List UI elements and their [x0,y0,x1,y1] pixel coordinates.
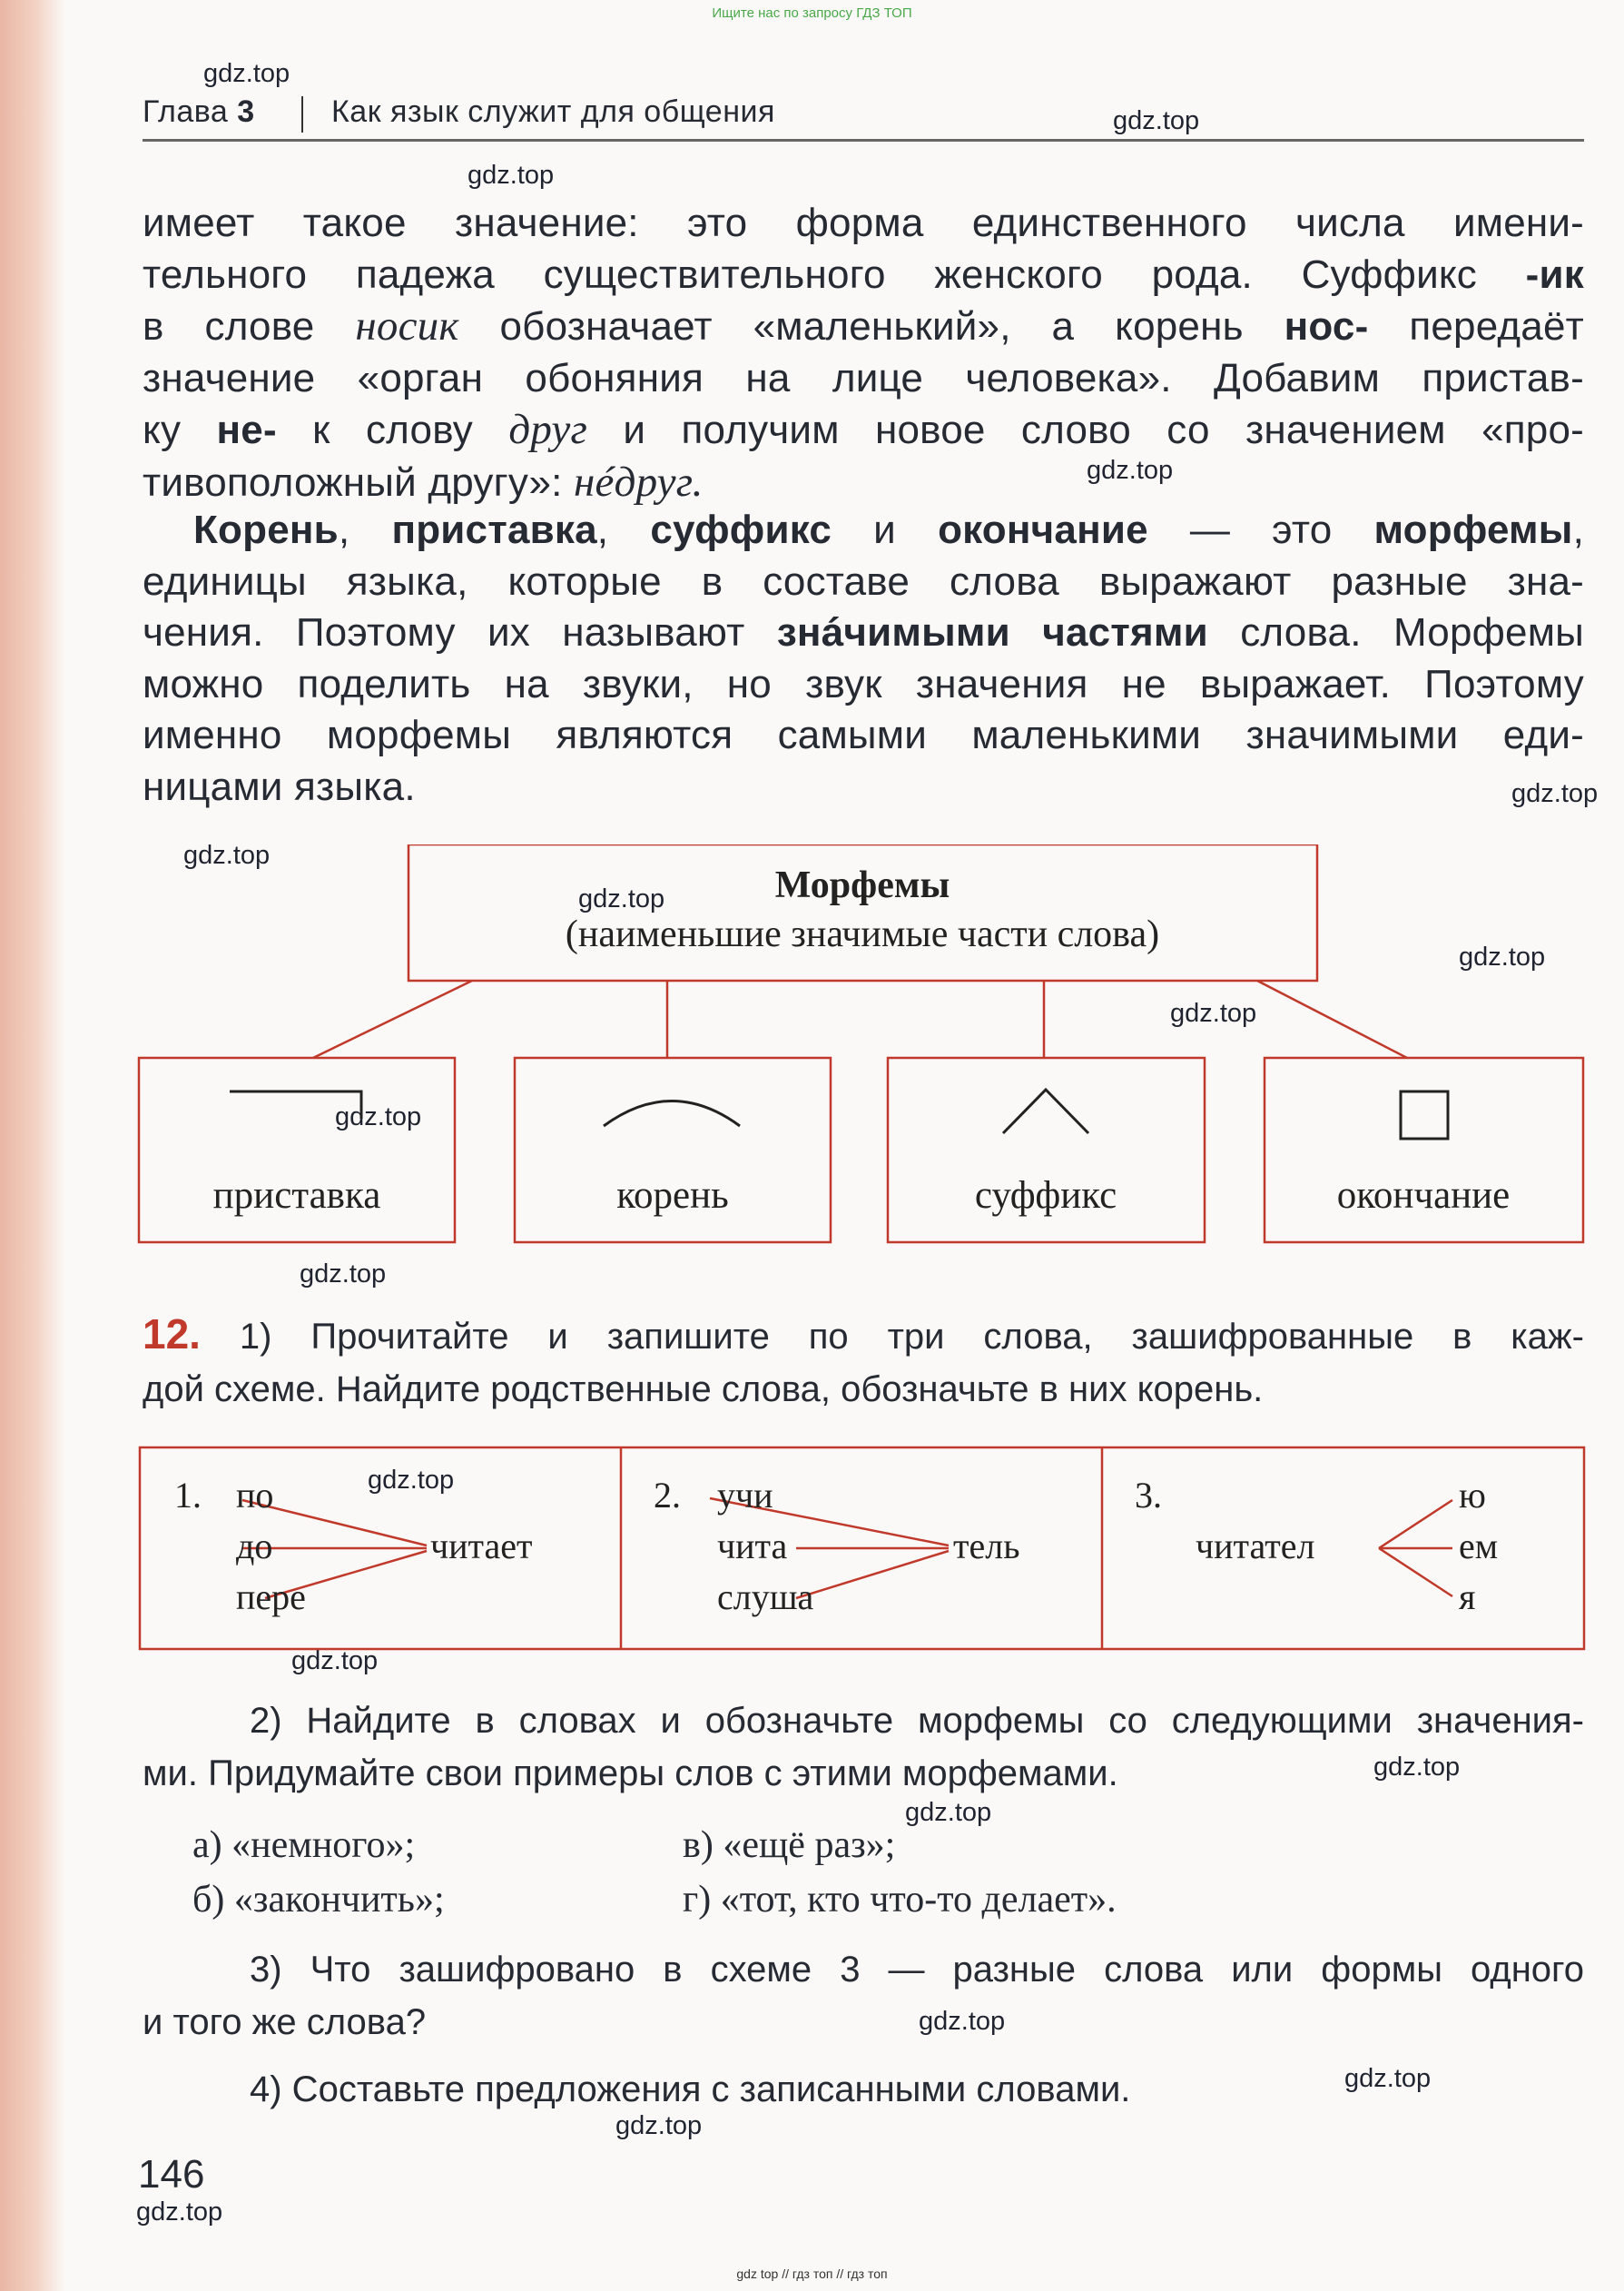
term: суффикс [650,508,832,552]
text-line: значение «орган обоняния на лице человека». Добавим пристав- [143,355,1584,400]
italic-word: нéдруг. [574,458,704,506]
text-line [143,607,1584,659]
text-line: 2) Найдите в словах и обозначьте морфемы со следующими значения- [250,1701,1584,1741]
task-12-part-1 [143,1308,1584,1416]
text-run: ку [143,408,217,452]
text-run: передаёт [1368,304,1584,349]
text-line [143,1308,1584,1363]
chapter-header [143,91,1584,138]
text-line: и того же слова? [143,2002,427,2042]
watermark: gdz.top [203,59,290,88]
text-run: и [832,508,939,552]
chapter-label [143,94,255,130]
watermark: gdz.top [578,884,665,913]
chapter-word: Глава [143,94,229,129]
root-symbol-icon [604,1101,740,1127]
diagram-title: Морфемы [774,864,950,906]
diagram-label-suffix: суффикс [974,1174,1117,1217]
italic-word: носик [355,302,459,350]
bold-run: нос- [1284,304,1369,349]
suffix-symbol-icon [1003,1090,1088,1133]
ending-symbol-icon [1401,1091,1448,1139]
watermark: gdz.top [335,1102,422,1131]
text-line [143,457,1584,509]
scheme-prefix: пере [236,1576,306,1617]
meaning-a: а) «немного»; [192,1824,416,1866]
text-line: имеет такое значение: это форма единственного числа имени- [143,201,1584,245]
bold-run: -ик [1525,252,1584,297]
connector-line [313,981,472,1058]
scheme-stem: слуша [717,1576,814,1617]
watermark: gdz.top [1113,106,1200,135]
watermark: gdz.top [468,161,555,190]
header-separator [301,96,303,133]
chapter-number: 3 [237,94,255,129]
text-line: ницами языка. [143,764,416,809]
scheme-arrow [796,1551,949,1598]
watermark: gdz.top [136,2197,223,2227]
scheme-number: 1. [174,1475,202,1516]
text-run: , [1572,508,1585,552]
meaning-b: б) «закончить»; [192,1879,445,1921]
text-run: слова. Морфемы [1207,610,1584,655]
watermark: gdz.top [615,2111,703,2140]
text-run: чения. Поэтому их называют [143,610,777,655]
text-run: 1) Прочитайте и запишите по три слова, зашифрованные в каж- [200,1317,1584,1357]
term: морфемы [1373,508,1573,552]
bold-run: не- [216,408,277,452]
scheme-ending: я [1459,1576,1476,1617]
watermark: gdz.top [1459,943,1546,972]
watermark: gdz.top [368,1466,455,1495]
task-number: 12. [143,1310,201,1358]
watermark: gdz.top [1511,779,1599,808]
scheme-stem: учи [717,1475,773,1516]
top-search-note: Ищите нас по запросу ГДЗ ТОП [712,5,912,21]
scheme-stem: чита [717,1526,788,1566]
text-line [143,250,1584,301]
scheme-arrow [1379,1548,1452,1596]
morpheme-diagram [136,844,1589,1244]
scheme-base: читает [430,1526,533,1566]
bottom-note: gdz top // гдз топ // гдз топ [736,2266,888,2281]
scheme-ending: ю [1459,1475,1486,1516]
watermark: gdz.top [291,1646,379,1675]
page-edge-shadow [0,0,65,2291]
prefix-symbol-icon [230,1091,361,1119]
text-line: 4) Составьте предложения с записанными словами. [250,2069,1131,2109]
text-run: , [338,508,392,552]
header-rule [143,139,1584,142]
term: Корень [193,508,339,552]
scheme-number: 3. [1135,1475,1162,1516]
text-line: именно морфемы являются самыми маленькими значимыми еди- [143,713,1584,757]
text-run: , [596,508,651,552]
text-run: — это [1147,508,1374,552]
diagram-subtitle: (наименьшие значимые части слова) [565,913,1160,955]
term: приставка [391,508,597,552]
text-run: к слову [276,408,509,452]
connector-line [1257,981,1407,1058]
italic-word: друг [508,406,588,453]
scheme-suffix: тель [953,1526,1020,1566]
scheme-prefix: по [236,1475,274,1516]
diagram-label-root: корень [616,1174,729,1217]
text-run: тивоположный другу»: [143,459,575,505]
chapter-title: Как язык служит для общения [331,94,775,129]
diagram-label-ending: окончание [1336,1174,1511,1217]
text-run: обозначает «маленький», а корень [458,304,1284,349]
watermark: gdz.top [1170,999,1257,1028]
task-12-part-4 [250,2063,1521,2116]
text-line: 3) Что зашифровано в схеме 3 — разные слова или формы одного [250,1950,1584,1990]
meaning-v: в) «ещё раз»; [683,1824,896,1866]
text-run: и получим новое слово со значением «про- [587,408,1584,452]
watermark: gdz.top [919,2007,1006,2036]
page-number: 146 [138,2152,205,2197]
scheme-number: 2. [654,1475,681,1516]
watermark: gdz.top [183,841,271,870]
paragraph-1 [143,198,1584,509]
scheme-ending: ем [1459,1526,1499,1566]
watermark: gdz.top [1373,1753,1461,1782]
term: знáчимыми частями [776,610,1208,655]
watermark: gdz.top [1087,456,1174,485]
scheme-prefix: до [236,1526,273,1566]
task-12-part-3 [143,1943,1584,2049]
text-line: дой схеме. Найдите родственные слова, обозначьте в них корень. [143,1369,1264,1409]
word-schemes [138,1446,1586,1651]
watermark: gdz.top [300,1259,387,1289]
task-12-part-2 [143,1694,1584,1800]
text-line [143,505,1584,557]
text-line: ми. Придумайте свои примеры слов с этими морфемами. [143,1753,1118,1793]
text-line: можно поделить на звуки, но звук значения не выражает. Поэтому [143,661,1584,706]
meaning-g: г) «тот, кто что-то делает». [683,1879,1117,1921]
text-line [143,404,1584,457]
watermark: gdz.top [905,1798,992,1827]
text-run: тельного падежа существительного женского рода. Суффикс [143,252,1526,297]
scheme-stem: читател [1196,1526,1315,1566]
text-line: единицы языка, которые в составе слова выражают разные зна- [143,558,1584,604]
paragraph-2 [143,505,1584,813]
watermark: gdz.top [1344,2064,1432,2093]
scheme-arrow [1379,1500,1452,1548]
term: окончание [938,508,1148,552]
text-line [143,301,1584,353]
text-run: в слове [143,304,356,349]
diagram-label-prefix: приставка [212,1174,381,1217]
